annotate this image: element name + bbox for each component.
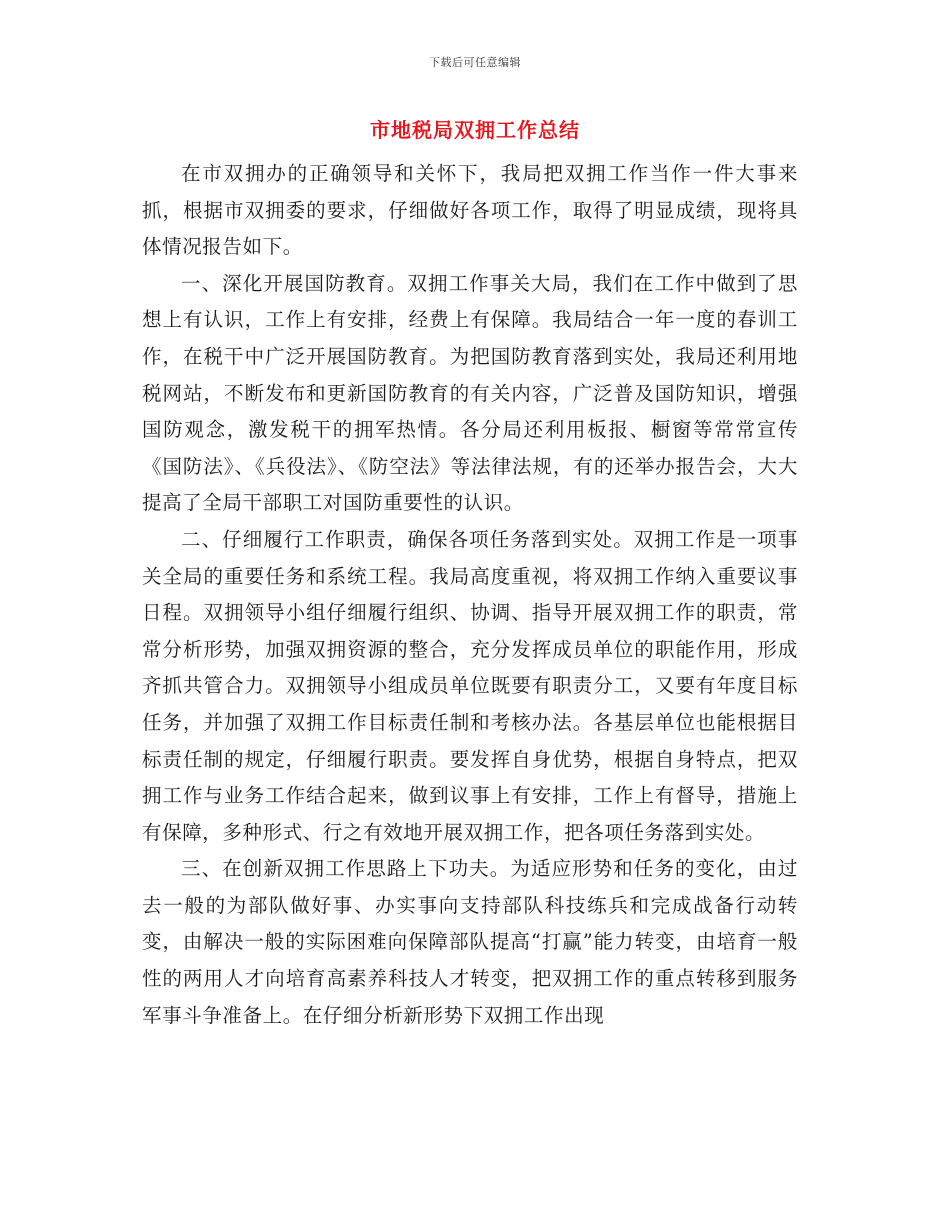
document-body xyxy=(142,156,798,1034)
document-title: 市地税局双拥工作总结 xyxy=(370,118,580,142)
paragraph-section-2: 二、仔细履行工作职责，确保各项任务落到实处。双拥工作是一项事关全局的重要任务和系统工程。我局高度重视，将双拥工作纳入重要议事日程。双拥领导小组仔细履行组织、协调、指导开展双拥工作的职责，常常分析形势，加强双拥资源的整合，充分发挥成员单位的职能作用，形成齐抓共管合力。双拥领导小组成员单位既要有职责分工，又要有年度目标任务，并加强了双拥工作目标责任制和考核办法。各基层单位也能根据目标责任制的规定，仔细履行职责。要发挥自身优势，根据自身特点，把双拥工作与业务工作结合起来，做到议事上有安排，工作上有督导，措施上有保障，多种形式、行之有效地开展双拥工作，把各项任务落到实处。 xyxy=(142,527,798,844)
paragraph-intro: 在市双拥办的正确领导和关怀下，我局把双拥工作当作一件大事来抓，根据市双拥委的要求，仔细做好各项工作，取得了明显成绩，现将具体情况报告如下。 xyxy=(142,162,798,259)
paragraph-section-1: 一、深化开展国防教育。双拥工作事关大局，我们在工作中做到了思想上有认识，工作上有安排，经费上有保障。我局结合一年一度的春训工作，在税干中广泛开展国防教育。为把国防教育落到实处，我局还利用地税网站，不断发布和更新国防教育的有关内容，广泛普及国防知识，增强国防观念，激发税干的拥军热情。各分局还利用板报、橱窗等常常宣传《国防法》、《兵役法》、《防空法》等法律法规，有的还举办报告会，大大提高了全局干部职工对国防重要性的认识。 xyxy=(142,271,798,515)
page-header-note: 下载后可任意编辑 xyxy=(429,56,521,69)
paragraph-section-3: 三、在创新双拥工作思路上下功夫。为适应形势和任务的变化，由过去一般的为部队做好事、办实事向支持部队科技练兵和完成战备行动转变，由解决一般的实际困难向保障部队提高“打赢”能力转变，由培育一般性的两用人才向培育高素养科技人才转变，把双拥工作的重点转移到服务军事斗争准备上。在仔细分析新形势下双拥工作出现 xyxy=(142,857,798,1027)
